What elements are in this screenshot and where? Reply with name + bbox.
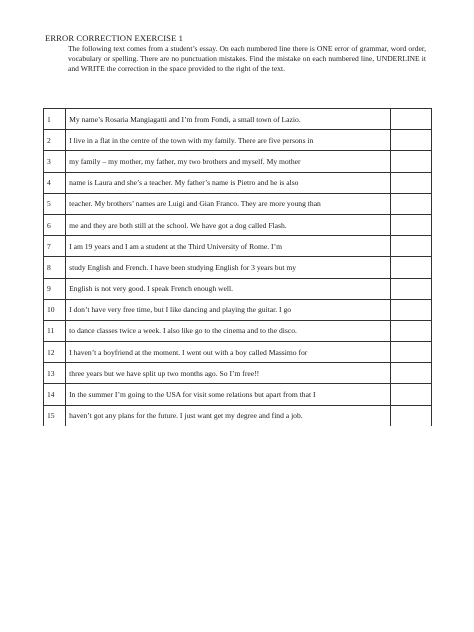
correction-cell[interactable] (390, 278, 431, 299)
correction-cell[interactable] (390, 342, 431, 363)
exercise-title: ERROR CORRECTION EXERCISE 1 (45, 33, 184, 43)
essay-line-text: me and they are both still at the school. We have got a dog called Flash. (66, 214, 391, 235)
line-number: 12 (44, 342, 66, 363)
table-row (44, 130, 432, 151)
correction-cell[interactable] (390, 384, 431, 405)
essay-line-text: name is Laura and she’s a teacher. My father’s name is Pietro and he is also (66, 172, 391, 193)
correction-cell[interactable] (390, 193, 431, 214)
line-number: 14 (44, 384, 66, 405)
essay-line-text: I live in a flat in the centre of the town with my family. There are five persons in (66, 130, 391, 151)
correction-cell[interactable] (390, 151, 431, 172)
correction-cell[interactable] (390, 320, 431, 341)
table-row (44, 320, 432, 341)
essay-line-text: my family – my mother, my father, my two brothers and myself. My mother (66, 151, 391, 172)
line-number: 1 (44, 109, 66, 130)
line-number: 11 (44, 320, 66, 341)
table-row (44, 214, 432, 235)
line-number: 10 (44, 299, 66, 320)
exercise-table (43, 108, 432, 426)
line-number: 8 (44, 257, 66, 278)
table-row (44, 278, 432, 299)
exercise-instructions: The following text comes from a student’s essay. On each numbered line there is ONE error of grammar, word order, vocabulary or spelling. There are no punctuation mistakes. Find the mistake on each numbered line, UNDERLINE it and WRITE the correction in the space provided to the right of the text. (68, 44, 426, 74)
line-number: 9 (44, 278, 66, 299)
essay-line-text: haven’t got any plans for the future. I just want get my degree and find a job. (66, 405, 391, 426)
table-row (44, 109, 432, 130)
table-row (44, 236, 432, 257)
essay-line-text: In the summer I’m going to the USA for visit some relations but apart from that I (66, 384, 391, 405)
line-number: 13 (44, 363, 66, 384)
essay-line-text: My name’s Rosaria Mangiagatti and I’m from Fondi, a small town of Lazio. (66, 109, 391, 130)
line-number: 6 (44, 214, 66, 235)
correction-cell[interactable] (390, 363, 431, 384)
table-row (44, 363, 432, 384)
essay-line-text: study English and French. I have been studying English for 3 years but my (66, 257, 391, 278)
line-number: 4 (44, 172, 66, 193)
essay-line-text: to dance classes twice a week. I also like go to the cinema and to the disco. (66, 320, 391, 341)
table-row (44, 193, 432, 214)
table-row (44, 384, 432, 405)
essay-line-text: I haven’t a boyfriend at the moment. I went out with a boy called Massimo for (66, 342, 391, 363)
correction-cell[interactable] (390, 130, 431, 151)
correction-cell[interactable] (390, 257, 431, 278)
line-number: 3 (44, 151, 66, 172)
correction-cell[interactable] (390, 172, 431, 193)
table-row (44, 257, 432, 278)
correction-cell[interactable] (390, 109, 431, 130)
essay-line-text: I am 19 years and I am a student at the Third University of Rome. I’m (66, 236, 391, 257)
table-row (44, 405, 432, 426)
essay-line-text: English is not very good. I speak French enough well. (66, 278, 391, 299)
correction-cell[interactable] (390, 299, 431, 320)
line-number: 7 (44, 236, 66, 257)
essay-line-text: I don’t have very free time, but I like dancing and playing the guitar. I go (66, 299, 391, 320)
correction-cell[interactable] (390, 405, 431, 426)
essay-line-text: teacher. My brothers’ names are Luigi and Gian Franco. They are more young than (66, 193, 391, 214)
essay-line-text: three years but we have split up two months ago. So I’m free!! (66, 363, 391, 384)
table-row (44, 342, 432, 363)
table-row (44, 299, 432, 320)
line-number: 15 (44, 405, 66, 426)
line-number: 5 (44, 193, 66, 214)
correction-cell[interactable] (390, 214, 431, 235)
line-number: 2 (44, 130, 66, 151)
correction-cell[interactable] (390, 236, 431, 257)
table-row (44, 172, 432, 193)
table-row (44, 151, 432, 172)
